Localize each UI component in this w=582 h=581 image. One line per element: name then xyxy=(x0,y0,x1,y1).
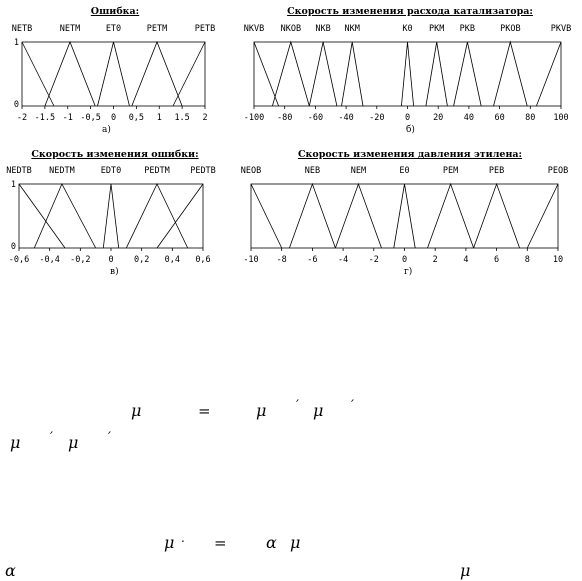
series-label: NEOB xyxy=(240,166,262,176)
membership-function-pkvb xyxy=(536,42,561,106)
formula-prime: ′ xyxy=(108,430,111,445)
series-label: PEOB xyxy=(547,166,569,176)
plot-frame xyxy=(19,184,203,248)
x-tick-label: -0,2 xyxy=(70,255,91,265)
series-label: NKOB xyxy=(280,24,302,34)
chart-title: Ошибка: xyxy=(90,6,140,17)
x-tick-label: 0 xyxy=(108,255,114,265)
chart-caption: в) xyxy=(110,267,119,277)
x-tick-label: -8 xyxy=(276,255,287,265)
membership-function-pem xyxy=(428,184,474,248)
chart-panel-catalyst xyxy=(238,0,582,145)
x-tick-label: 10 xyxy=(552,255,564,265)
membership-function-e0 xyxy=(394,184,415,248)
membership-function-et0 xyxy=(98,42,130,106)
y-tick-label: 0 xyxy=(10,242,16,252)
membership-function-netm xyxy=(45,42,95,106)
formula-mu: μ xyxy=(256,401,267,420)
x-tick-label: 0 xyxy=(110,113,117,123)
x-tick-label: -0,4 xyxy=(39,255,60,265)
formula-equals: = xyxy=(214,534,227,552)
membership-function-nkm xyxy=(342,42,364,106)
chart-panel-ethylene xyxy=(238,145,582,285)
x-tick-label: -0,5 xyxy=(80,113,101,123)
series-label: ET0 xyxy=(105,24,122,34)
x-tick-label: 0,4 xyxy=(164,255,181,265)
series-label: NKVB xyxy=(243,24,265,34)
formula-alpha: α xyxy=(5,561,16,580)
chart-caption: б) xyxy=(406,125,415,135)
series-label: E0 xyxy=(399,166,410,176)
formula-mu: μ xyxy=(10,433,21,452)
x-tick-label: 20 xyxy=(433,113,444,123)
x-tick-label: -2 xyxy=(368,255,379,265)
chart-title: Скорость изменения расхода катализатора: xyxy=(287,6,533,17)
chart-caption: г) xyxy=(404,267,413,277)
formula-mu: μ xyxy=(164,533,175,552)
x-tick-label: -60 xyxy=(307,113,324,123)
membership-function-k0 xyxy=(401,42,413,106)
x-tick-label: -40 xyxy=(338,113,354,123)
x-tick-label: 80 xyxy=(525,113,536,123)
x-tick-label: -10 xyxy=(243,255,259,265)
series-label: NETM xyxy=(59,24,81,34)
membership-function-pedtm xyxy=(126,184,187,248)
membership-function-peb xyxy=(474,184,520,248)
membership-function-pedtb xyxy=(157,184,203,248)
membership-function-nkb xyxy=(309,42,337,106)
series-label: PEDTB xyxy=(190,166,216,176)
chart-panel-error xyxy=(0,0,230,145)
x-tick-label: -1.5 xyxy=(34,113,56,123)
series-label: PETM xyxy=(146,24,168,34)
series-label: PKB xyxy=(459,24,476,34)
x-tick-label: -20 xyxy=(369,113,385,123)
formula-mu: μ xyxy=(68,433,79,452)
series-label: PEM xyxy=(442,166,459,176)
formula-mu: μ xyxy=(460,561,471,580)
membership-function-pkb xyxy=(454,42,482,106)
series-label: NKB xyxy=(315,24,331,34)
x-tick-label: -2 xyxy=(16,113,28,123)
membership-function-edt0 xyxy=(103,184,118,248)
membership-function-netb xyxy=(22,42,54,106)
series-label: NEDTM xyxy=(49,166,75,176)
formula-mu: μ xyxy=(290,533,301,552)
x-tick-label: 60 xyxy=(494,113,505,123)
membership-function-pkm xyxy=(426,42,448,106)
x-tick-label: -80 xyxy=(277,113,293,123)
membership-function-nem xyxy=(335,184,381,248)
membership-function-neob xyxy=(251,184,282,248)
x-tick-label: 4 xyxy=(463,255,469,265)
formula-alpha: α xyxy=(266,533,277,552)
formula-prime: ′ xyxy=(50,430,53,445)
membership-function-nedtm xyxy=(34,184,95,248)
y-tick-label: 1 xyxy=(13,38,19,48)
x-tick-label: 100 xyxy=(553,113,569,123)
x-tick-label: 1.5 xyxy=(174,113,190,123)
x-tick-label: 0 xyxy=(404,113,411,123)
x-tick-label: -0,6 xyxy=(8,255,30,265)
series-label: EDT0 xyxy=(100,166,122,176)
x-tick-label: 0,6 xyxy=(195,255,211,265)
x-tick-label: 2 xyxy=(202,113,208,123)
membership-function-pkob xyxy=(494,42,528,106)
series-label: PEB xyxy=(488,166,505,176)
membership-function-petm xyxy=(132,42,182,106)
y-tick-label: 0 xyxy=(13,100,19,110)
series-label: PKOB xyxy=(500,24,521,34)
membership-function-neb xyxy=(289,184,335,248)
chart-caption: а) xyxy=(102,125,111,135)
x-tick-label: 40 xyxy=(463,113,475,123)
x-tick-label: 1 xyxy=(156,113,162,123)
series-label: PEDTM xyxy=(144,166,170,176)
x-tick-label: 8 xyxy=(524,255,530,265)
x-tick-label: 2 xyxy=(432,255,438,265)
series-label: PETB xyxy=(194,24,216,34)
plot-frame xyxy=(251,184,558,248)
series-label: NEB xyxy=(304,166,321,176)
membership-chart xyxy=(0,18,230,148)
membership-function-nkob xyxy=(272,42,309,106)
formula-mu: μ xyxy=(313,401,324,420)
x-tick-label: -100 xyxy=(243,113,265,123)
chart-title: Скорость изменения давления этилена: xyxy=(297,149,523,160)
formula-prime: ′ xyxy=(351,398,354,413)
formula-equals: = xyxy=(198,402,211,420)
formula-dot: . xyxy=(181,531,185,545)
series-label: K0 xyxy=(402,24,413,34)
membership-function-peob xyxy=(527,184,558,248)
x-tick-label: 0,2 xyxy=(133,255,150,265)
x-tick-label: 0 xyxy=(401,255,408,265)
x-tick-label: -6 xyxy=(307,255,318,265)
x-tick-label: 6 xyxy=(494,255,500,265)
series-label: PKVB xyxy=(550,24,572,34)
x-tick-label: -1 xyxy=(62,113,73,123)
formula-prime: ′ xyxy=(296,398,299,413)
formula-mu: μ xyxy=(131,401,142,420)
membership-function-petb xyxy=(173,42,205,106)
x-tick-label: 0,5 xyxy=(128,113,145,123)
y-tick-label: 1 xyxy=(10,180,16,190)
series-label: NEDTB xyxy=(6,166,32,176)
series-label: PKM xyxy=(428,24,445,34)
chart-title: Скорость изменения ошибки: xyxy=(31,149,199,160)
x-tick-label: -4 xyxy=(337,255,349,265)
chart-panel-error-rate xyxy=(0,145,230,285)
series-label: NKM xyxy=(344,24,360,34)
series-label: NETB xyxy=(11,24,33,34)
series-label: NEM xyxy=(350,166,367,176)
